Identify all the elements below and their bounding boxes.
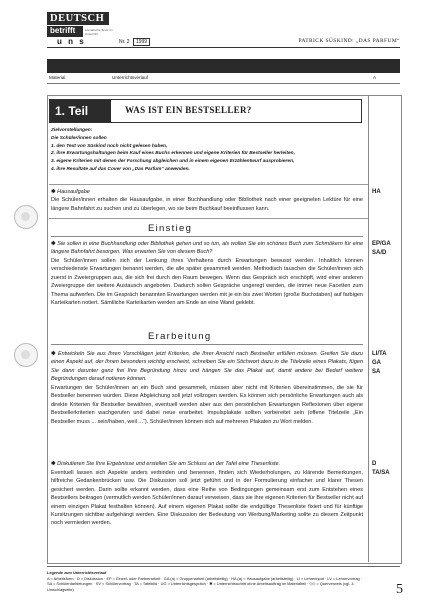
- einstieg-task: ✱ Sie sollen in eine Buchhandlung oder Bibliothek gehen und so tun, als wollen Sie ein schönes Buch zum Schmökern für eine längere Bahnfahrt besorgen. Was erwarten Sie von diesem Buch?: [51, 241, 364, 256]
- punch-hole-bottom: [14, 343, 38, 367]
- homework-text: Die Schüler/innen erhalten die Hausaufgabe, in einer Buchhandlung oder Bibliothek nach einer geeigneten Lektüre für eine längere Bahnfahrt zu suchen und zu überlegen, wo sie beim Buchkauf beeinflussen kann.: [51, 197, 363, 212]
- legend-rule: [47, 566, 400, 567]
- einstieg-text: Die Schüler/innen sollen sich der Lenkung ihres Verhaltens durch Erwartungen bewusst werden. Inhaltlich können verschiedenste Erwartungen benannt werden, die alle später gesammelt werden. Methodisch tauschen die Schüler/innen sich zuerst in Zweiergruppen aus, die sich frei durch den Raum bewegen. Wenn das Gespräch sich erschöpft, wird einer anderen Zweiergruppe der weitere Austausch angeboten. Dadurch sollen Gespräche ungeregt werden, die immer neue Facetten zum Thema aufwerfen. Die im Gespräch benannten Erwartungen werden mit je ein bis zwei Worten (große Buchstaben) auf farbigen Karteikarten notiert. Sämtliche Karteikarten werden am Ende an eine Wand geklebt.: [51, 258, 363, 307]
- divider: [49, 184, 368, 185]
- goal-item: 4. ihre Resultate auf das Cover von „Das Parfum“ anwenden.: [51, 166, 190, 172]
- legend: [47, 570, 367, 592]
- brand-logo: [47, 12, 111, 46]
- section-heading-einstieg: Einstieg: [148, 223, 193, 234]
- page-number: 5: [396, 582, 403, 597]
- homework-title: Hausaufgabe: [57, 189, 90, 195]
- asterisk-icon: ✱: [51, 189, 58, 195]
- header-rule: [47, 47, 400, 48]
- dark-header-bar: [47, 59, 400, 73]
- verlauf-label: Unterrichtsverlauf: [112, 75, 148, 80]
- teil-title: WAS IST EIN BESTSELLER?: [125, 105, 252, 115]
- goal-item: 3. eigene Kriterien mit denen der Forschung abgleichen und in einem eigenen Erzählentwurf ausprobieren,: [51, 159, 295, 165]
- divider: [49, 218, 368, 219]
- learning-goals: [51, 127, 363, 174]
- brand-subtitle: betrifft Literarische Texte im Unterricht: [47, 26, 83, 37]
- goals-intro: Die Schüler/innen sollen: [51, 135, 107, 141]
- heading-underline: [51, 344, 363, 345]
- section-heading-erarbeitung: Erarbeitung: [148, 331, 212, 342]
- issue-year: 1999: [133, 38, 150, 46]
- teil-label: 1. Teil: [50, 100, 111, 122]
- side-tags-einstieg: EP/GA SA/D: [372, 241, 391, 256]
- side-tags-erarbeitung-1: LI/TA GA SA: [372, 351, 387, 375]
- side-column-divider: [368, 95, 369, 562]
- side-tags-erarbeitung-2: D TA/SA: [372, 461, 390, 476]
- asterisk-icon: ✱: [51, 461, 58, 467]
- material-row: [47, 74, 400, 84]
- erarbeitung-text-2: Eventuell lassen sich Aspekte anders verbinden und benennen, finden sich Wiederholungen, zu klärende Bemerkungen, hilfreiche Gedankenbrücken usw. Die Diskussion soll jetzt geführt und in der Formulierung einfacher und klarer Thesen gesichert werden. Darin sollte erkannt werden, dass eine Reihe von Bedingungen gemeinsam erst zum Entstehen eines Bestsellers beitragen (vermutlich werden Schüler/innen darauf verweisen, dass sie ihre eigenen Kriterien für Bestseller nicht auf einem einzigen Plakat festhalten können). Auf einem eigenen Plakat sollte die endgültige Thesenliste fixiert und für künftige Kursitzungen sichtbar aufgehängt werden. Eine Diskussion der Bedeutung von Werbung/Marketing sollte zu diesem Zeitpunkt noch vermieden werden.: [51, 470, 363, 527]
- asterisk-icon: ✱: [51, 351, 58, 357]
- brand-uns: u n s: [57, 37, 86, 46]
- brand-title: DEUTSCH: [47, 12, 109, 25]
- material-label: Material: [49, 75, 66, 80]
- arbeitsform-label: A: [373, 75, 377, 80]
- author-title: PATRICK SÜSKIND: „DAS PARFUM“: [298, 38, 400, 44]
- side-tag-ha: HA: [372, 189, 381, 195]
- issue-number: Nr. 2 1999: [119, 38, 150, 46]
- heading-underline: [51, 236, 363, 237]
- goals-heading: Zielvorstellungen:: [51, 128, 93, 133]
- homework-block: [51, 188, 363, 213]
- asterisk-icon: ✱: [51, 241, 58, 247]
- erarbeitung-text-1: Erwartungen der Schüler/innen an ein Buch sind gesammelt, müssen aber nicht mit Kriterien übereinstimmen, die sie für Bestseller benennen würden. Diese Abgleichung soll jetzt vollzogen werden. Es können sich persönliche Erwartungen auch als direkte Kriterien für Bestseller bewähren, eventuell werden aber aus den persönlichen Erwartungen Reflexionen über eigene Bestsellerkriterien wachgerufen und dabei neue erarbeitet. Impulsplakate sollten vorbereitet sein (offene Titelzeile „Ein Bestseller muss ... sein/haben, weil ...“). Schüler/innen können sich auf mehreren Plakaten zu Wort melden.: [51, 385, 363, 425]
- legend-text: A = Arbeitsform · D = Diskussion · EP = Einzel- oder Partnerarbeit · GA (a) = Gruppenarbeit (arbeitsteilig) · HA (a) = Hausaufgabe (arbeitsteilig) · LI = Lehrerinput · LV = Lehrervortrag · SA = Schülerdarbietungen · SV = Schülervortrag · TA = Tafelbild · UG = Unterrichtsgespräch · ✱ = Unterrichtsschritt ohne Arbeitsauftrag im Materialteil · ◇◇ = Querverweis (vgl. 3. Umschlagseite): [47, 575, 363, 592]
- goal-item: 2. ihre Erwartungshaltungen beim Kauf eines Buchs erkennen und eigene Kriterien für Bestseller herleiten,: [51, 151, 295, 157]
- legend-title: Legende zum Unterrichtsverlauf: [47, 570, 107, 575]
- erarbeitung-task-1: ✱ Entwickeln Sie aus Ihren Vorschlägen jetzt Kriterien, die Ihrer Ansicht nach Bestseller erfüllen müssen. Greifen Sie dazu einen Aspekt auf, der Ihnen besonders wichtig erscheint, schreiben Sie ein Stichwort dazu in die Titelzeile eines Plakats, fügen Sie dann darunter ganz frei Ihre Begründung hinzu und hängen Sie das Plakat auf, damit andere bei Bedarf weitere Begründungen darauf notieren können.: [51, 351, 363, 383]
- erarbeitung-task-2: ✱ Diskutieren Sie Ihre Ergebnisse und erstellen Sie am Schluss an der Tafel eine Thesenliste.: [51, 461, 281, 467]
- section-header: [49, 99, 362, 123]
- goal-item: 1. den Text von Süskind noch nicht gelesen haben,: [51, 143, 168, 149]
- punch-hole-top: [14, 205, 38, 229]
- brand-tagline: Literarische Texte im Unterricht: [85, 28, 113, 36]
